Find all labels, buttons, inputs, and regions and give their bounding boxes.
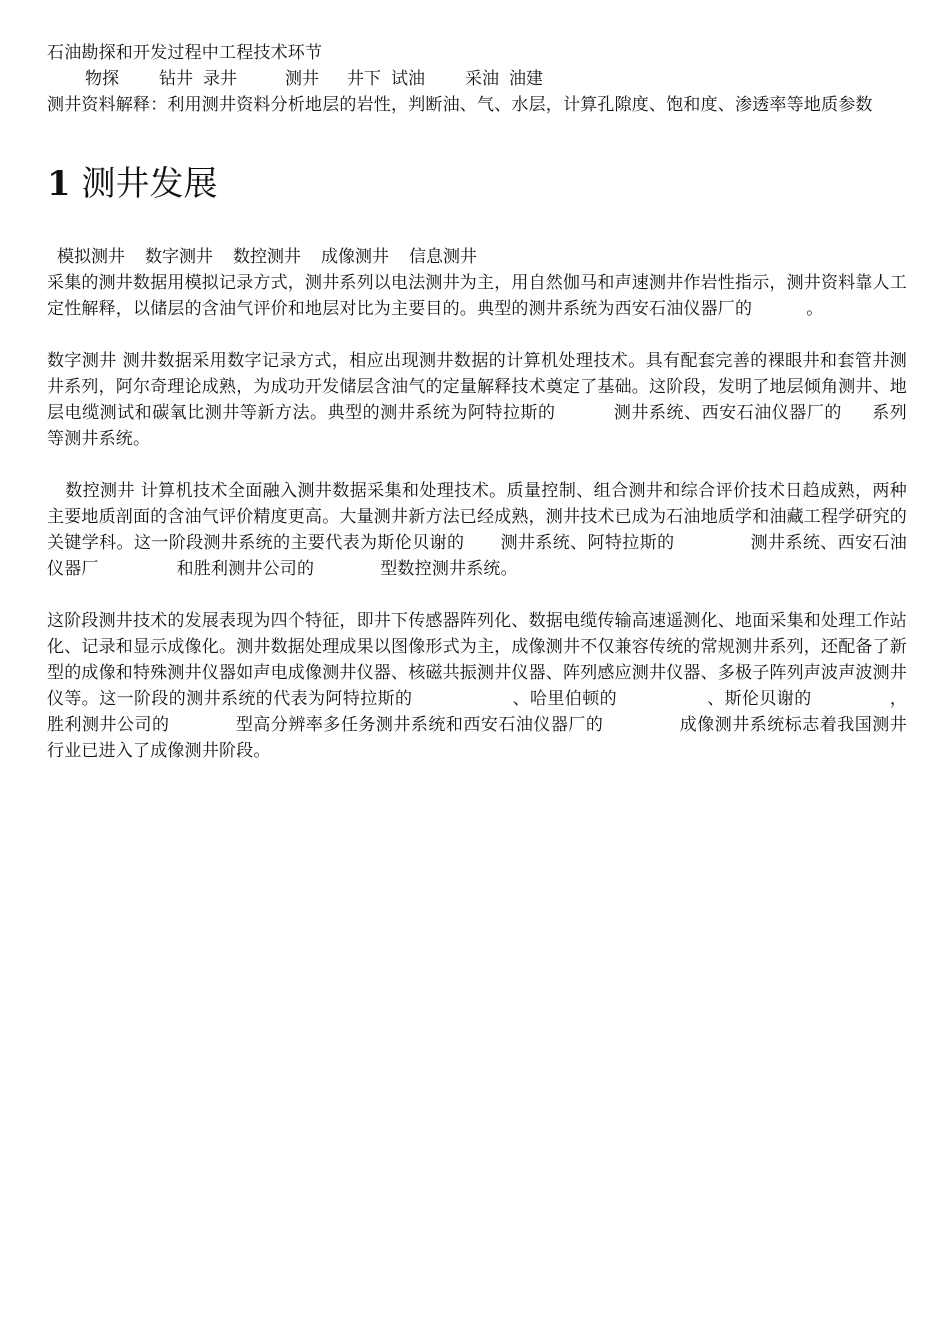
phase-item: 数字测井 <box>145 247 213 267</box>
stage-item: 物探 <box>85 69 119 89</box>
phases-row <box>47 244 907 270</box>
phase-item: 数控测井 <box>233 247 301 267</box>
stage-item: 测井 <box>285 69 319 89</box>
stage-item: 钻井 <box>159 69 193 89</box>
imaging-paragraph: 这阶段测井技术的发展表现为四个特征，即井下传感器阵列化、数据电缆传输高速遥测化、地面采集和处理工作站化、记录和显示成像化。测井数据处理成果以图像形式为主，成像测井不仅兼容传统的常规测井系列，还配备了新型的成像和特殊测井仪器如声电成像测井仪器、核磁共振测井仪器、阵列感应测井仪器、多极子阵列声波声波测井仪等。这一阶段的测井系统的代表为阿特拉斯的 、哈里伯顿的 、斯伦贝谢的 ，胜利测井公司的 型高分辨率多任务测井系统和西安石油仪器厂的 成像测井系统标志着我国测井行业已进入了成像测井阶段。 <box>47 611 908 761</box>
stage-item: 油建 <box>509 69 543 89</box>
phase-item: 信息测井 <box>409 247 477 267</box>
numeric-control-paragraph: 数控测井 计算机技术全面融入测井数据采集和处理技术。质量控制、组合测井和综合评价技术日趋成熟，两种主要地质剖面的含油气评价精度更高。大量测井新方法已经成熟，测井技术已成为石油地质学和油藏工程学研究的关键学科。这一阶段测井系统的主要代表为斯伦贝谢的 测井系统、阿特拉斯的 测井系统、西安石油仪器厂 和胜利测井公司的 型数控测井系统。 <box>47 481 907 579</box>
section-heading <box>47 162 907 206</box>
analog-paragraph: 采集的测井数据用模拟记录方式，测井系列以电法测井为主，用自然伽马和声速测井作岩性指示，测井资料靠人工定性解释，以储层的含油气评价和地层对比为主要目的。典型的测井系统为西安石油仪器厂的 。 <box>47 273 907 319</box>
digital-paragraph: 数字测井 测井数据采用数字记录方式，相应出现测井数据的计算机处理技术。具有配套完善的裸眼井和套管井测井系列，阿尔奇理论成熟，为成功开发储层含油气的定量解释技术奠定了基础。这阶段，发明了地层倾角测井、地层电缆测试和碳氧比测井等新方法。典型的测井系统为阿特拉斯的 测井系统、西安石油仪器厂的 系列等测井系统。 <box>47 351 907 449</box>
stage-item: 采油 <box>465 69 499 89</box>
stage-item: 试油 <box>391 69 425 89</box>
intro-stages-row <box>47 66 907 92</box>
section-number: 1 <box>47 164 71 204</box>
phase-item: 成像测井 <box>321 247 389 267</box>
document-page <box>47 40 907 764</box>
stage-item: 井下 <box>347 69 381 89</box>
intro-title-line: 石油勘探和开发过程中工程技术环节 <box>47 43 323 63</box>
stage-item: 录井 <box>203 69 237 89</box>
phase-item: 模拟测井 <box>57 247 125 267</box>
section-title: 测井发展 <box>81 164 218 204</box>
intro-definition: 测井资料解释：利用测井资料分析地层的岩性，判断油、气、水层，计算孔隙度、饱和度、渗透率等地质参数 <box>47 95 873 115</box>
